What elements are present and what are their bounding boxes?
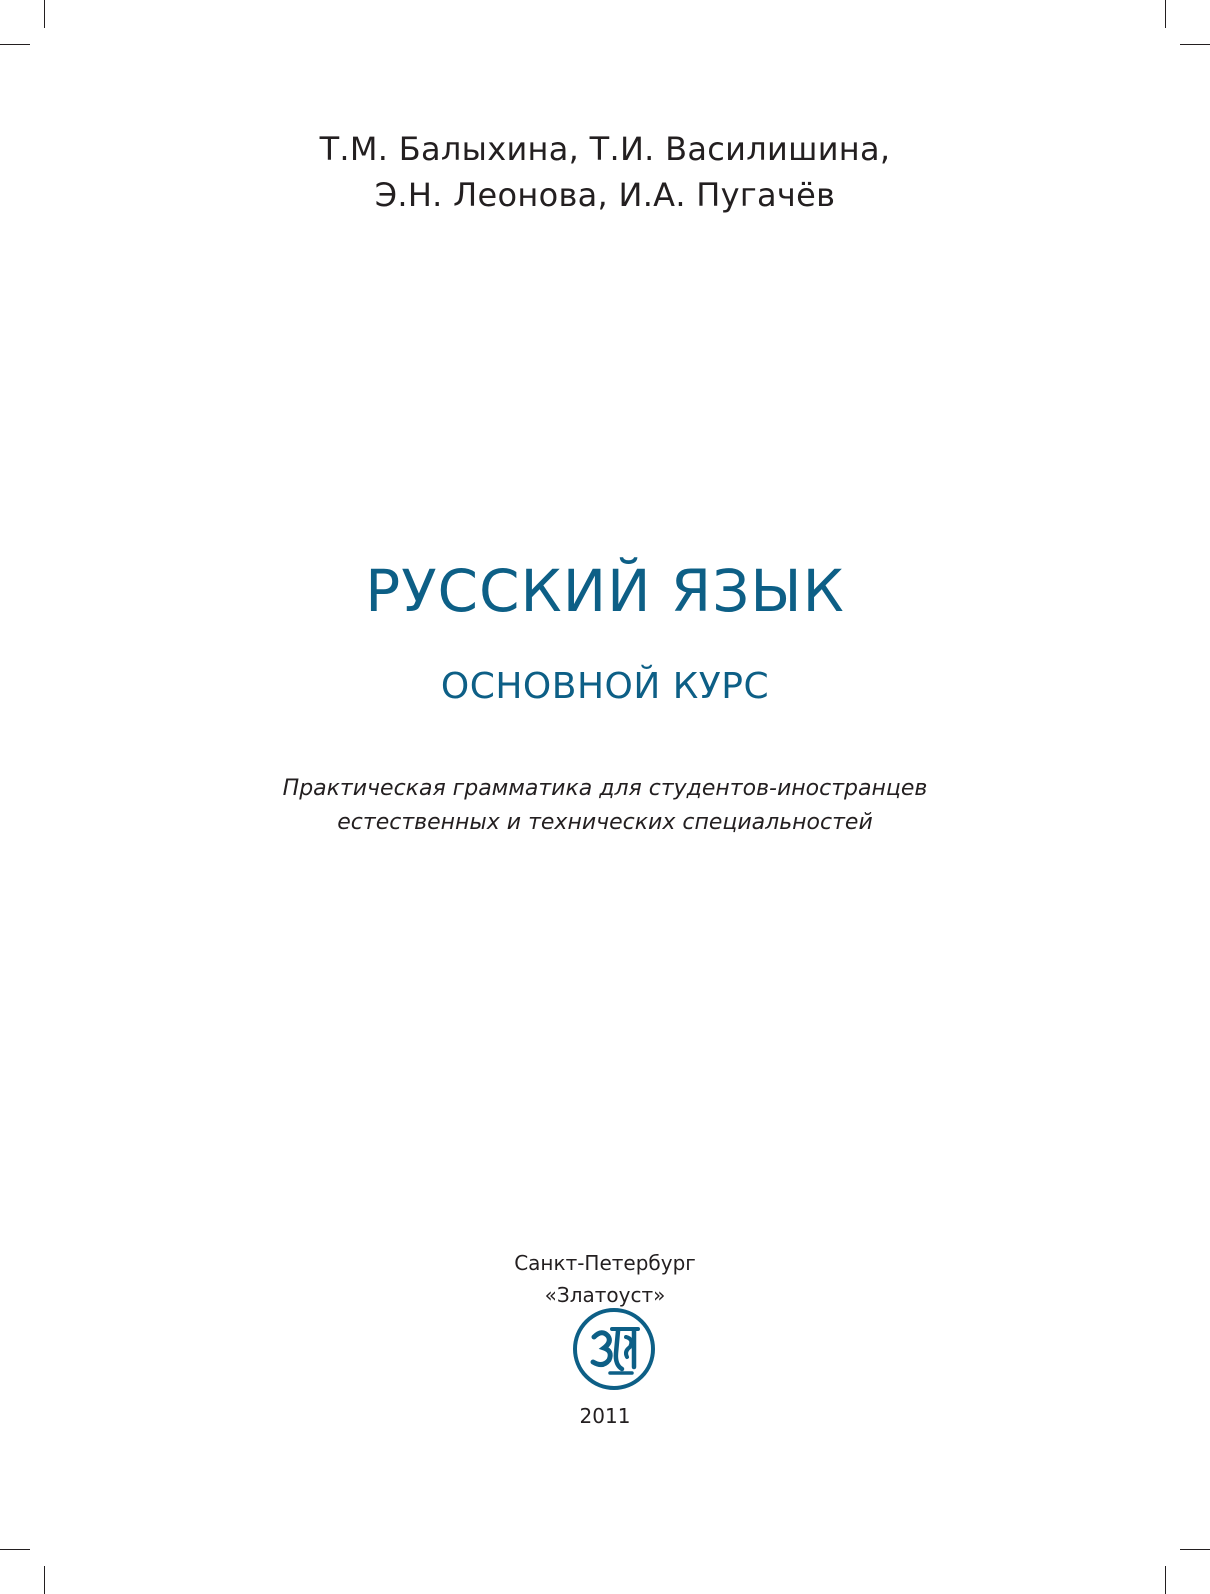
authors-line-1: Т.М. Балыхина, Т.И. Василишина, — [319, 130, 891, 168]
imprint-publisher: «Златоуст» — [544, 1283, 666, 1307]
crop-mark — [1165, 1566, 1166, 1594]
publication-year: 2011 — [579, 1404, 631, 1428]
description-line-2: естественных и технических специальностей — [337, 810, 873, 835]
crop-mark — [0, 44, 30, 45]
book-title: РУССКИЙ ЯЗЫК — [365, 557, 845, 625]
imprint-city: Санкт-Петербург — [514, 1251, 696, 1275]
crop-mark — [1180, 1549, 1210, 1550]
crop-mark — [1165, 0, 1166, 28]
crop-mark — [44, 1566, 45, 1594]
authors — [0, 126, 1210, 218]
description-line-1: Практическая грамматика для студентов-иностранцев — [282, 776, 928, 801]
book-description — [0, 772, 1210, 840]
crop-mark — [0, 1549, 30, 1550]
book-subtitle: ОСНОВНОЙ КУРС — [440, 666, 770, 707]
crop-mark — [1180, 44, 1210, 45]
authors-line-2: Э.Н. Леонова, И.А. Пугачёв — [374, 176, 836, 214]
zlatoust-logo-icon — [572, 1307, 656, 1391]
crop-mark — [44, 0, 45, 28]
